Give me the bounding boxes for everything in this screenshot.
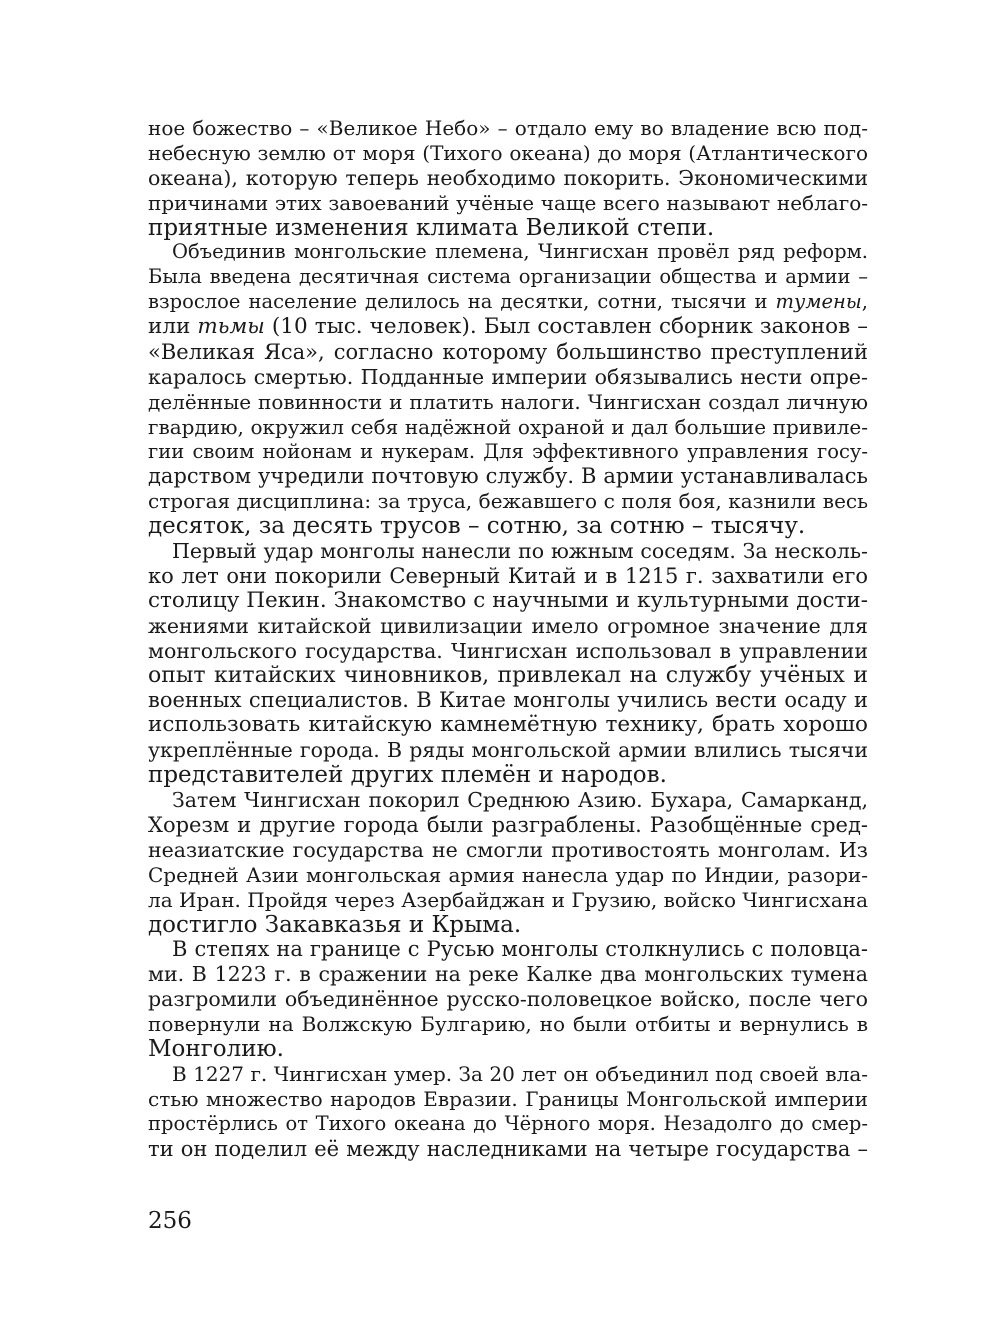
- text-line: неазиатские государства не смогли противостоять монголам. Из: [148, 837, 868, 862]
- text-line: причинами этих завоеваний учёные чаще всего называют неблаго-: [148, 190, 868, 215]
- text-line: небесную землю от моря (Тихого океана) до моря (Атлантического: [148, 140, 868, 165]
- text-line: монгольского государства. Чингисхан использовал в управлении: [148, 638, 868, 663]
- text-line: ко лет они покорили Северный Китай и в 1215 г. захватили его: [148, 564, 868, 589]
- text-line: десяток, за десять трусов – сотню, за сотню – тысячу.: [148, 513, 806, 540]
- text-line: укреплённые города. В ряды монгольской армии влились тысячи: [148, 738, 868, 763]
- paragraph: [148, 788, 868, 937]
- text-line: или тьмы (10 тыс. человек). Был составлен сборник законов –: [148, 314, 868, 340]
- text-line: достигло Закавказья и Крыма.: [148, 911, 522, 938]
- text-line: опыт китайских чиновников, привлекал на службу учёных и: [148, 662, 868, 688]
- text-line: Затем Чингисхан покорил Среднюю Азию. Бухара, Самарканд,: [172, 788, 868, 813]
- text-line: «Великая Яса», согласно которому большинство преступлений: [148, 340, 868, 365]
- text-line: взрослое население делилось на десятки, сотни, тысячи и тумены,: [148, 290, 868, 314]
- paragraph: [148, 240, 868, 539]
- text-line: гии своим нойонам и нукерам. Для эффективного управления госу-: [148, 439, 868, 463]
- body-text: [148, 116, 868, 1161]
- text-line: В степях на границе с Русью монголы столкнулись с половца-: [172, 937, 868, 962]
- text-line: Была введена десятичная система организации общества и армии –: [148, 265, 868, 289]
- text-line: ное божество – «Великое Небо» – отдало ему во владение всю под-: [148, 116, 868, 140]
- text-line: Хорезм и другие города были разграблены. Разобщённые сред-: [148, 812, 868, 837]
- text-line: повернули на Волжскую Булгарию, но были отбиты и вернулись в: [148, 1012, 868, 1037]
- text-line: использовать китайскую камнемётную технику, брать хорошо: [148, 712, 868, 738]
- text-line: военных специалистов. В Китае монголы учились вести осаду и: [148, 688, 868, 713]
- text-line: жениями китайской цивилизации имело огромное значение для: [148, 613, 868, 638]
- text-line: дарством учредили почтовую службу. В армии устанавливалась: [148, 464, 868, 489]
- text-line: строгая дисциплина: за труса, бежавшего с поля боя, казнили весь: [148, 489, 868, 514]
- text-line: ла Иран. Пройдя через Азербайджан и Грузию, войско Чингисхана: [148, 887, 868, 912]
- text-line: стью множество народов Евразии. Границы Монгольской империи: [148, 1086, 868, 1111]
- text-line: простёрлись от Тихого океана до Чёрного моря. Незадолго до смер-: [148, 1111, 868, 1135]
- text-line: разгромили объединённое русско-половецкое войско, после чего: [148, 987, 868, 1012]
- text-line: Монголию.: [148, 1035, 284, 1062]
- text-line: столицу Пекин. Знакомство с научными и культурными дости-: [148, 587, 868, 613]
- text-line: представителей других племён и народов.: [148, 762, 667, 789]
- text-line: гвардию, окружил себя надёжной охраной и дал большие привиле-: [148, 414, 868, 439]
- paragraph: [148, 116, 868, 240]
- text-line: Объединив монгольские племена, Чингисхан провёл ряд реформ.: [172, 240, 868, 264]
- paragraph: [148, 539, 868, 788]
- text-line: ти он поделил её между наследниками на четыре государства –: [148, 1136, 868, 1161]
- text-line: делённые повинности и платить налоги. Чингисхан создал личную: [148, 389, 868, 414]
- paragraph: [148, 1062, 868, 1162]
- text-line: Первый удар монголы нанесли по южным соседям. За несколь-: [172, 539, 868, 564]
- page-number: 256: [148, 1208, 192, 1234]
- text-line: океана), которую теперь необходимо покорить. Экономическими: [148, 165, 868, 190]
- text-line: В 1227 г. Чингисхан умер. За 20 лет он объединил под своей вла-: [172, 1061, 868, 1086]
- text-line: ми. В 1223 г. в сражении на реке Калке два монгольских тумена: [148, 962, 868, 987]
- text-line: каралось смертью. Подданные империи обязывались нести опре-: [148, 364, 868, 389]
- text-line: Средней Азии монгольская армия нанесла удар по Индии, разори-: [148, 862, 868, 887]
- paragraph: [148, 937, 868, 1061]
- text-line: приятные изменения климата Великой степи.: [148, 214, 715, 241]
